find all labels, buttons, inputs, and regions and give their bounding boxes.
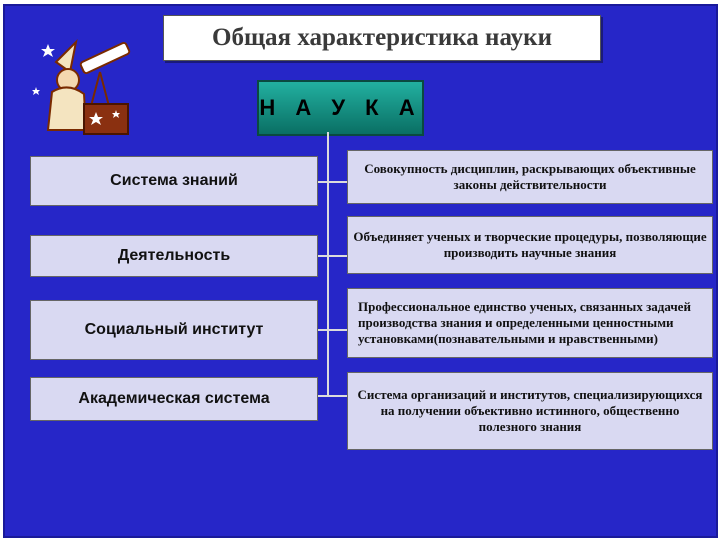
left-item-academic-system: Академическая система xyxy=(30,377,318,421)
right-item-organizations: Система организаций и институтов, специализирующихся на получении объективно истинного, общественно полезного знания xyxy=(347,372,713,450)
root-node: Н А У К А xyxy=(257,80,424,136)
connector-trunk xyxy=(327,132,329,396)
connector-4 xyxy=(316,395,347,397)
connector-3 xyxy=(316,329,347,331)
left-item-social-institute: Социальный институт xyxy=(30,300,318,360)
right-item-disciplines: Совокупность дисциплин, раскрывающих объективные законы действительности xyxy=(347,150,713,204)
left-item-activity: Деятельность xyxy=(30,235,318,277)
connector-1 xyxy=(316,181,347,183)
left-item-system-of-knowledge: Система знаний xyxy=(30,156,318,206)
astronomer-telescope-icon xyxy=(28,32,138,142)
right-item-scientists-procedures: Объединяет ученых и творческие процедуры, позволяющие производить научные знания xyxy=(347,216,713,274)
connector-2 xyxy=(316,255,347,257)
page-title: Общая характеристика науки xyxy=(163,15,601,61)
right-item-professional-unity: Профессиональное единство ученых, связанных задачей производства знания и определенными ценностными установками(познавательными и нравственными) xyxy=(347,288,713,358)
